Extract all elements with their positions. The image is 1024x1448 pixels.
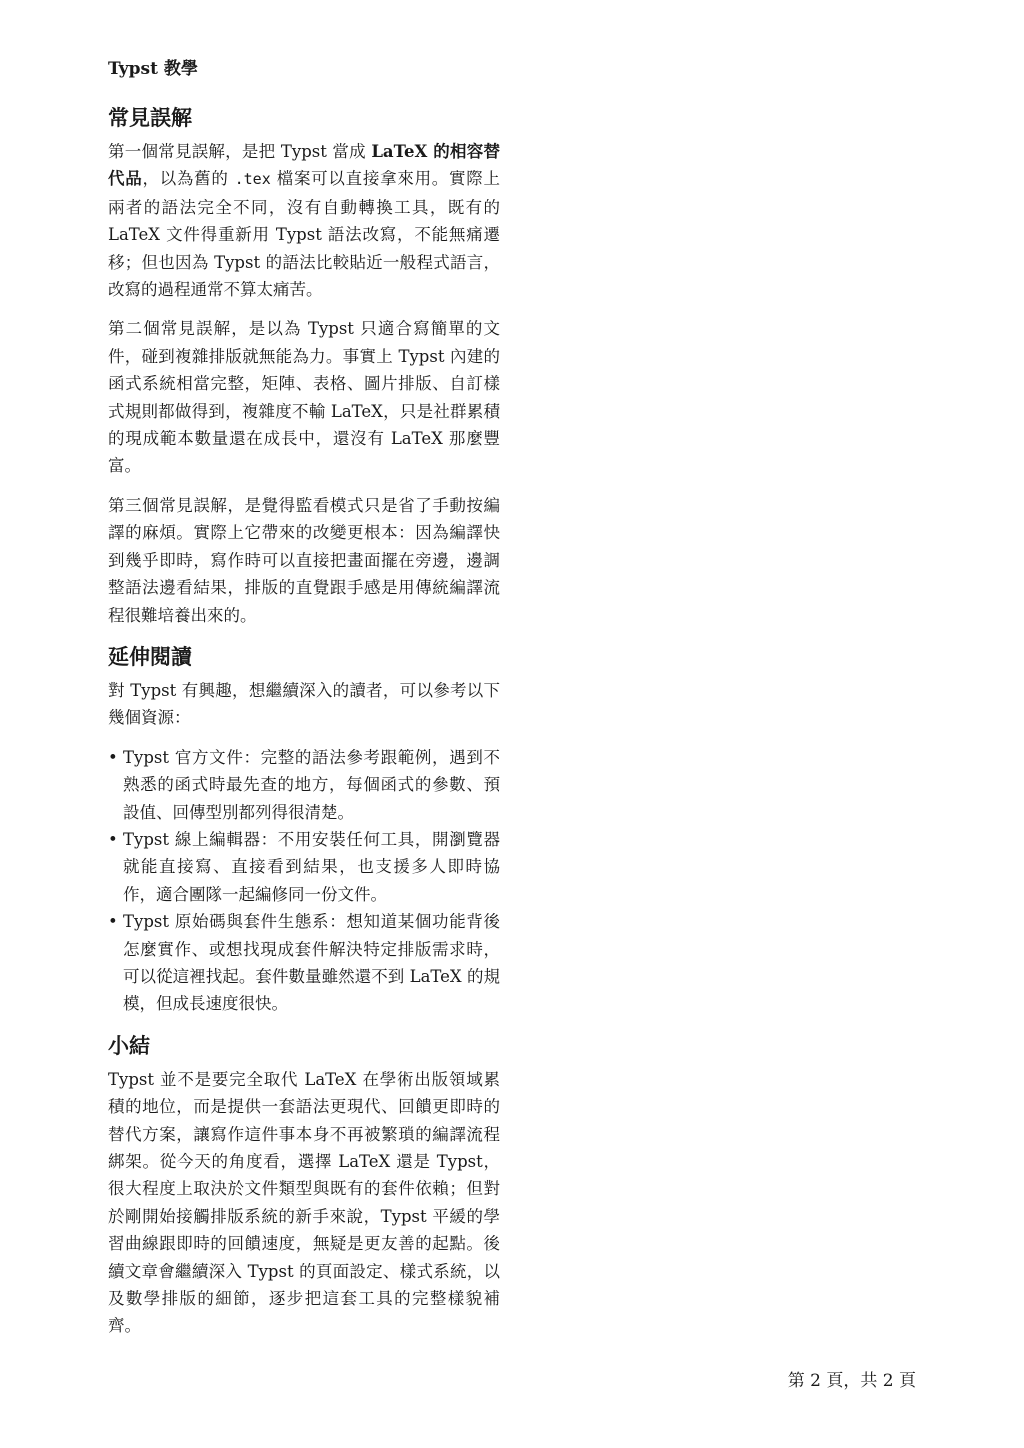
section-summary	[108, 1030, 500, 1340]
paragraph-misconception-1	[108, 138, 500, 303]
list-item-text: Typst 原始碼與套件生態系：想知道某個功能背後怎麼實作、或想找現成套件解決特定排版需求時，可以從這裡找起。套件數量雖然還不到 LaTeX 的規模，但成長速度很快。	[123, 912, 500, 1014]
section-heading: 延伸閱讀	[108, 644, 192, 669]
list-item-text: Typst 線上編輯器：不用安裝任何工具，開瀏覽器就能直接寫、直接看到結果，也支援多人即時協作，適合團隊一起編修同一份文件。	[123, 829, 500, 904]
section-further-reading	[108, 641, 500, 1018]
bold-text: LaTeX 的相容替代品	[108, 142, 500, 189]
paragraph-intro: 對 Typst 有興趣，想繼續深入的讀者，可以參考以下幾個資源：	[108, 680, 500, 728]
page-number: 第 2 頁，共 2 頁	[787, 1371, 916, 1391]
text-run: ，以為舊的	[142, 169, 235, 189]
section-heading: 小結	[108, 1033, 150, 1058]
paragraph-misconception-2: 第二個常見誤解，是以為 Typst 只適合寫簡單的文件，碰到複雜排版就無能為力。事實上 Typst 內建的函式系統相當完整，矩陣、表格、圖片排版、自訂樣式規則都做得到，複雜度不輸 LaTeX，只是社群累積的現成範本數量還在成長中，還沒有 LaTeX 那麼豐富。	[108, 319, 500, 476]
inline-code: .tex	[234, 170, 271, 189]
bullet-icon: •	[108, 747, 118, 767]
resource-list	[108, 744, 500, 1018]
page-header-title: Typst 教學	[108, 59, 198, 79]
text-run: 檔案可以直接拿來用。實際上兩者的語法完全不同，沒有自動轉換工具，既有的 LaTeX 文件得重新用 Typst 語法改寫，不能無痛遷移；但也因為 Typst 的語法比較貼近一般程式語言，改寫的過程通常不算太痛苦。	[108, 169, 500, 300]
paragraph-misconception-3: 第三個常見誤解，是覺得監看模式只是省了手動按編譯的麻煩。實際上它帶來的改變更根本：因為編譯快到幾乎即時，寫作時可以直接把畫面擺在旁邊，邊調整語法邊看結果，排版的直覺跟手感是用傳統編譯流程很難培養出來的。	[108, 495, 500, 625]
list-item	[108, 826, 500, 908]
bullet-icon: •	[108, 912, 118, 932]
bullet-icon: •	[108, 829, 118, 849]
list-item	[108, 908, 500, 1018]
text-run: 第一個常見誤解，是把 Typst 當成	[108, 142, 372, 161]
section-misconceptions	[108, 102, 500, 629]
list-item-text: Typst 官方文件：完整的語法參考跟範例，遇到不熟悉的函式時最先查的地方，每個函式的參數、預設值、回傳型別都列得很清楚。	[123, 747, 500, 822]
document-body	[108, 102, 500, 1352]
list-item	[108, 744, 500, 826]
section-heading: 常見誤解	[108, 106, 192, 130]
paragraph-summary: Typst 並不是要完全取代 LaTeX 在學術出版領域累積的地位，而是提供一套語法更現代、回饋更即時的替代方案，讓寫作這件事本身不再被繁瑣的編譯流程綁架。從今天的角度看，選擇 LaTeX 還是 Typst，很大程度上取決於文件類型與既有的套件依賴；但對於剛開始接觸排版系統的新手來說，Typst 平緩的學習曲線跟即時的回饋速度，無疑是更友善的起點。後續文章會繼續深入 Typst 的頁面設定、樣式系統，以及數學排版的細節，逐步把這套工具的完整樣貌補齊。	[108, 1069, 500, 1336]
